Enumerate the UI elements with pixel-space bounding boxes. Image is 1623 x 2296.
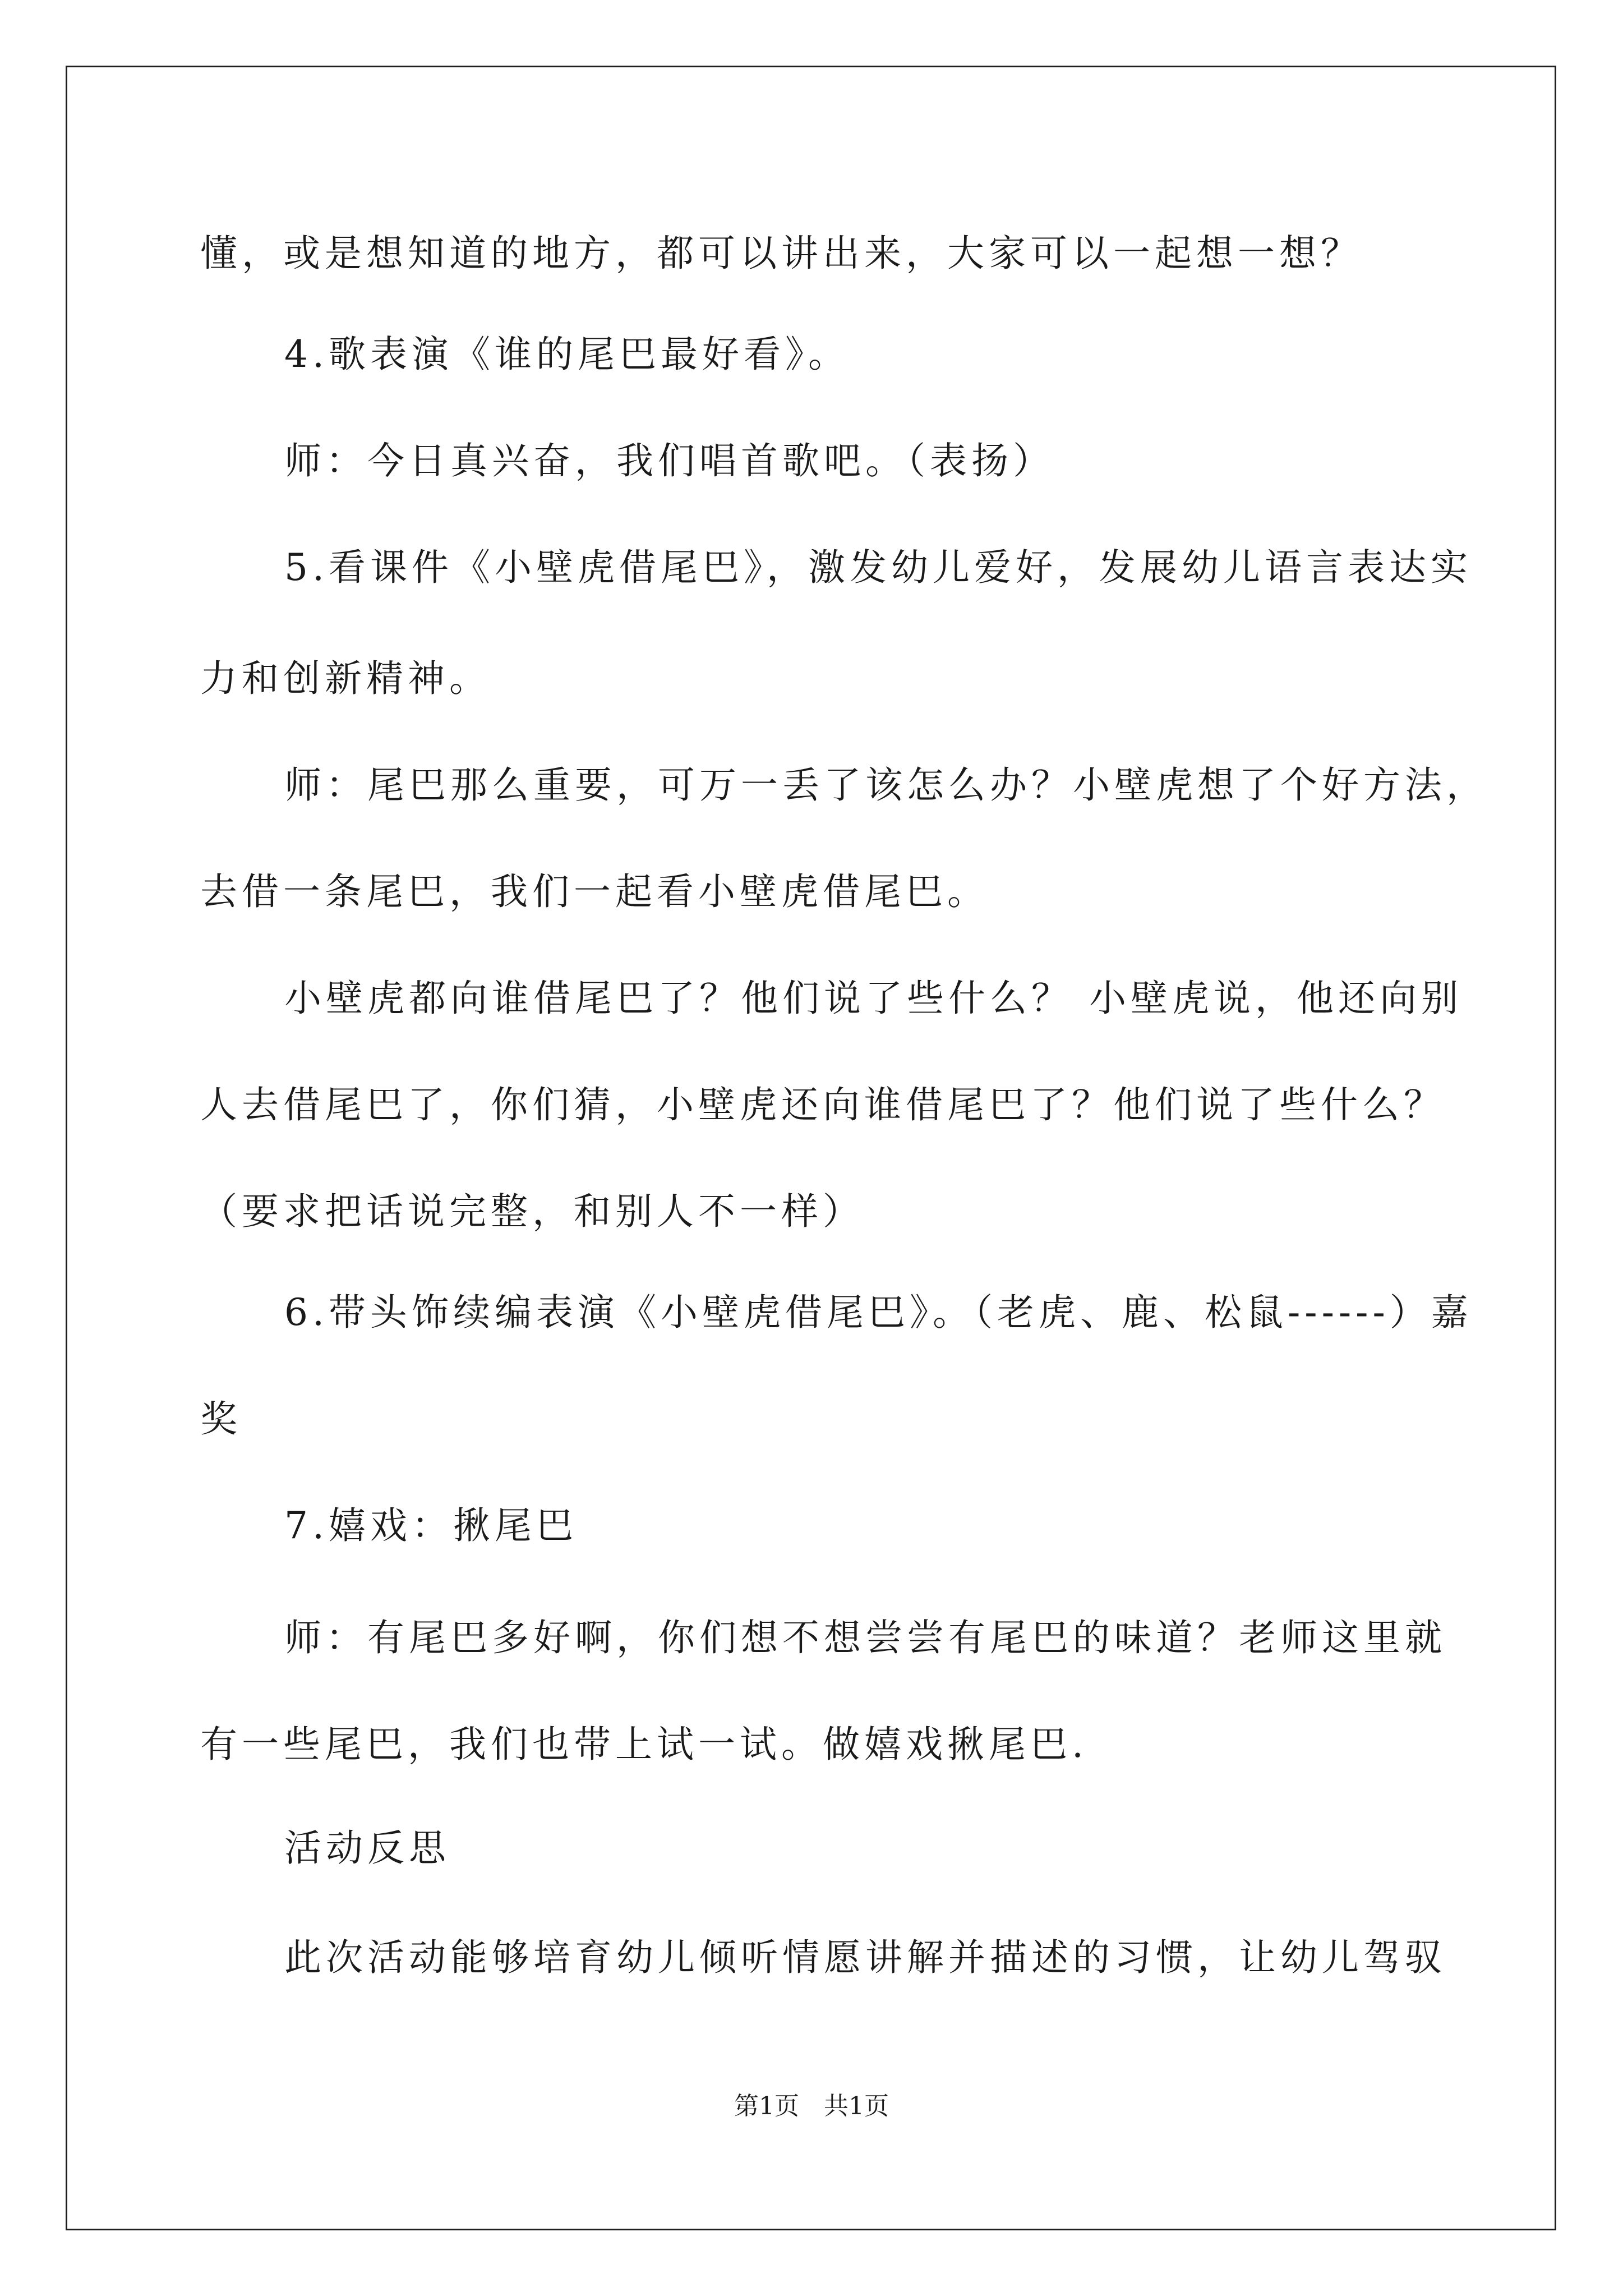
text-line: 小壁虎都向谁借尾巴了？他们说了些什么？ 小壁虎说，他还向别 xyxy=(284,977,1463,1020)
text-line: 去借一条尾巴，我们一起看小壁虎借尾巴。 xyxy=(200,870,989,913)
text-line: 7.嬉戏：揪尾巴 xyxy=(284,1504,578,1547)
text-line: 有一些尾巴，我们也带上试一试。做嬉戏揪尾巴. xyxy=(200,1723,1088,1766)
text-line: 力和创新精神。 xyxy=(200,657,491,700)
text-line: 师：尾巴那么重要，可万一丢了该怎么办？小壁虎想了个好方法， xyxy=(284,763,1488,807)
text-line: 师：有尾巴多好啊，你们想不想尝尝有尾巴的味道？老师这里就 xyxy=(284,1616,1446,1659)
text-line: 师：今日真兴奋，我们唱首歌吧。（表扬） xyxy=(284,439,1054,482)
text-line: 活动反思 xyxy=(284,1826,450,1870)
text-line: 人去借尾巴了，你们猜，小壁虎还向谁借尾巴了？他们说了些什么？ xyxy=(200,1083,1445,1126)
page-footer: 第1页 共1页 xyxy=(734,2092,889,2120)
text-line: 4.歌表演《谁的尾巴最好看》。 xyxy=(284,333,850,376)
page-border xyxy=(66,66,1556,2230)
text-line: 奖 xyxy=(200,1397,242,1441)
text-line: （要求把话说完整，和别人不一样） xyxy=(200,1190,864,1233)
text-line: 懂，或是想知道的地方，都可以讲出来，大家可以一起想一想？ xyxy=(200,232,1362,275)
text-line: 6.带头饰续编表演《小壁虎借尾巴》。（老虎、鹿、松鼠------）嘉 xyxy=(284,1291,1473,1334)
text-line: 5.看课件《小壁虎借尾巴》，激发幼儿爱好，发展幼儿语言表达实 xyxy=(284,546,1472,589)
text-line: 此次活动能够培育幼儿倾听情愿讲解并描述的习惯，让幼儿驾驭 xyxy=(284,1936,1446,1979)
